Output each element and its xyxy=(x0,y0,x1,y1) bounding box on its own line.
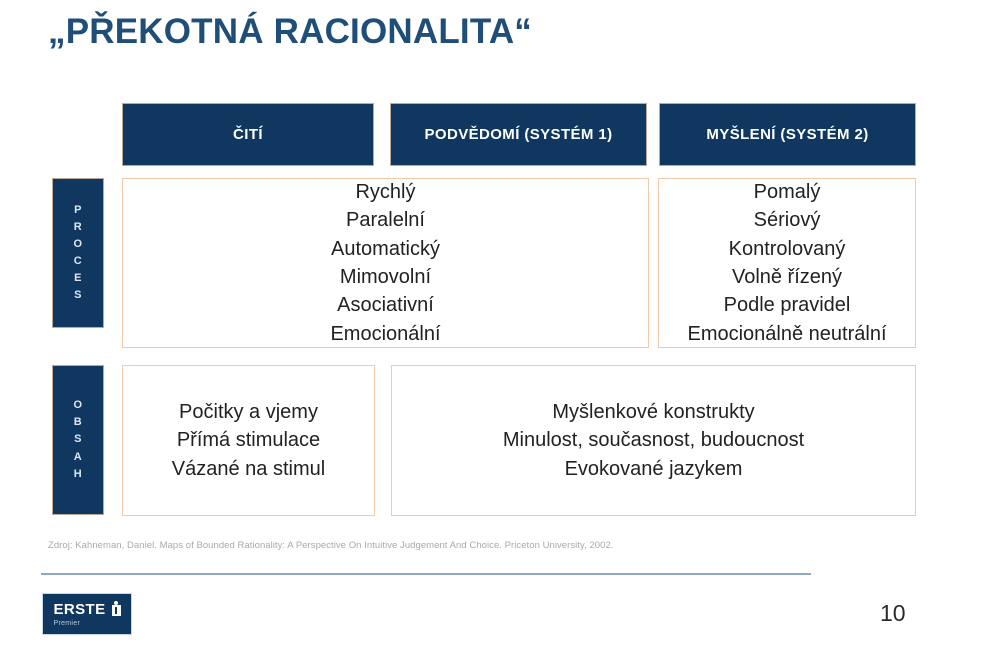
column-header-citi-label: ČITÍ xyxy=(233,126,263,143)
cell-line: Emocionální xyxy=(330,322,441,345)
row-label-proces xyxy=(52,178,104,328)
column-header-podvedomi xyxy=(390,103,647,166)
row-label-obsah-letter: B xyxy=(73,416,83,429)
cell-line: Kontrolovaný xyxy=(728,237,846,260)
cell-proces-mysleni xyxy=(658,178,916,348)
row-label-proces-letter: C xyxy=(73,255,83,267)
source-note: Zdroj: Kahneman, Daniel. Maps of Bounded Rationality: A Perspective On Intuitive Judgement And Choice. Priceton University, 2002. xyxy=(48,540,614,551)
cell-line: Paralelní xyxy=(346,209,425,232)
cell-line: Počitky a vjemy xyxy=(179,400,318,423)
row-label-proces-letter: E xyxy=(74,272,82,285)
cell-line: Vázané na stimul xyxy=(171,457,326,480)
row-label-proces-letter: R xyxy=(73,220,83,233)
cell-line: Emocionálně neutrální xyxy=(687,322,887,345)
logo-subtitle: Premier xyxy=(53,620,81,627)
page-title: „PŘEKOTNÁ RACIONALITA“ xyxy=(48,12,533,51)
row-label-proces-letter: S xyxy=(74,289,82,302)
cell-line: Volně řízený xyxy=(731,266,843,288)
row-label-obsah-letter: S xyxy=(74,433,82,446)
erste-premier-logo xyxy=(42,593,132,635)
logo-wordmark: ERSTE xyxy=(53,600,106,618)
column-header-citi xyxy=(122,103,374,166)
column-header-podvedomi-label: PODVĚDOMÍ (SYSTÉM 1) xyxy=(424,126,613,143)
row-label-obsah-letter: O xyxy=(73,399,83,412)
erste-s-savings-symbol-icon xyxy=(110,601,123,617)
cell-line: Sériový xyxy=(753,209,821,232)
cell-obsah-citi xyxy=(122,365,375,516)
cell-line: Podle pravidel xyxy=(723,294,851,317)
cell-line: Automatický xyxy=(331,237,440,260)
cell-line: Myšlenkové konstrukty xyxy=(552,400,755,423)
row-label-obsah xyxy=(52,365,104,515)
row-label-obsah-letter: A xyxy=(73,450,83,463)
page-number: 10 xyxy=(880,600,906,626)
cell-line: Asociativní xyxy=(337,294,434,317)
footer-divider xyxy=(41,573,811,575)
column-header-mysleni xyxy=(659,103,916,166)
row-label-proces-letter: P xyxy=(74,203,82,216)
column-header-mysleni-label: MYŠLENÍ (SYSTÉM 2) xyxy=(706,126,869,143)
cell-line: Minulost, současnost, budoucnost xyxy=(502,429,805,452)
cell-line: Pomalý xyxy=(753,180,821,203)
cell-line: Mimovolní xyxy=(339,266,432,288)
row-label-obsah-letter: H xyxy=(73,467,83,480)
cell-line: Rychlý xyxy=(355,180,416,203)
cell-obsah-podvedomi-mysleni xyxy=(391,365,916,516)
cell-line: Evokované jazykem xyxy=(564,457,743,480)
cell-proces-citi-podvedomi xyxy=(122,178,649,348)
row-label-proces-letter: O xyxy=(73,237,83,250)
cell-line: Přímá stimulace xyxy=(176,429,321,452)
